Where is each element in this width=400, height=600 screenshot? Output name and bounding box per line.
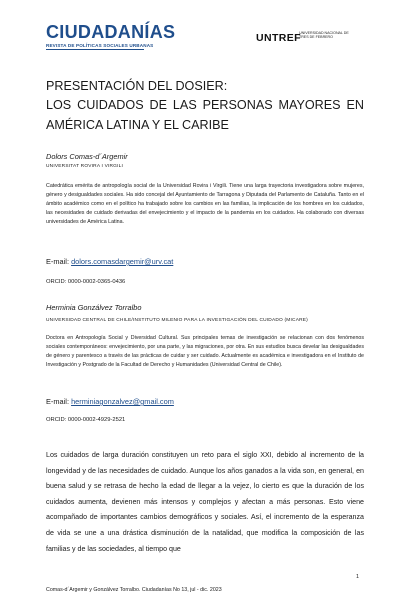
author-email-row-2 bbox=[46, 397, 174, 406]
author-email-link-1[interactable]: dolors.comasdargemir@urv.cat bbox=[71, 257, 174, 266]
author-name-1: Dolors Comas-d´Argemir bbox=[46, 152, 128, 161]
author-orcid-1: ORCID: 0000-0002-0365-0436 bbox=[46, 279, 126, 285]
title-line-1: PRESENTACIÓN DEL DOSIER: bbox=[46, 79, 228, 93]
title-line-2: LOS CUIDADOS DE LAS PERSONAS MAYORES EN bbox=[46, 98, 364, 112]
page-number: 1 bbox=[356, 574, 360, 580]
email-label: E-mail: bbox=[46, 397, 69, 406]
body-paragraph: Los cuidados de larga duración constituyen un reto para el siglo XXI, debido al incremento de la longevidad y de las necesidades de cuidado. Aunque los años ganados a la vida son, en general, en buena salud y se retrasa de hecho la edad de llegar a la vejez, lo cierto es que la duración de los cuidados aumenta, devienen más intensos y complejos y afectan a más personas. Esto viene acompañado de importantes cambios demográficos y sociales. Así, el incremento de la esperanza de vida se une a una drástica disminución de la natalidad, que modifica la composición de las familias y de las sociedades, al tiempo que bbox=[46, 451, 364, 553]
author-email-link-2[interactable]: herminiagonzalvez@gmail.com bbox=[71, 397, 174, 406]
title-line-3: AMÉRICA LATINA Y EL CARIBE bbox=[46, 118, 229, 132]
untref-tagline: UNIVERSIDAD NACIONAL DE TRES DE FEBRERO bbox=[299, 31, 349, 40]
ciudadanias-tagline: REVISTA DE POLÍTICAS SOCIALES URBANAS bbox=[46, 43, 154, 48]
author-bio-2: Doctora en Antropología Social y Diversidad Cultural. Sus principales temas de investigación se relacionan con dos fenómenos sociales contemporáneos: envejecimiento, por una parte, y las migraciones, por otra. En sus estudios busca develar las desigualdades de género y parentesco a través de las prácticas de cuidar y ser cuidado. Actualmente es académica e investigadora en el Instituto de Investigación y Postgrado de la Facultad de Derecho y Humanidades (Universidad Central de Chile). bbox=[46, 335, 364, 369]
author-bio-1: Catedrática emérita de antropología social de la Universidad Rovira i Virgili. Tiene una larga trayectoria investigadora sobre mujeres, género y desigualdades sociales. Ha sido concejal del Ayuntamiento de Tarragona y Diputada del Parlamento de Cataluña. Tanto en el ámbito académico como en el político ha trabajado sobre los cambios en las familias, la implicación de los hombres en los cuidados, las necesidades de cuidado derivadas del envejecimiento y el impacto de la pandemia en los cuidados. Ha colaborado con diversas universidades de América Latina. bbox=[46, 183, 364, 226]
author-affiliation-2: UNIVERSIDAD CENTRAL DE CHILE/INSTITUTO MILENIO PARA LA INVESTIGACIÓN DEL CUIDADO (MICARE) bbox=[46, 318, 308, 323]
ciudadanias-logo: CIUDADANÍAS bbox=[46, 22, 176, 42]
author-affiliation-1: UNIVERSITAT ROVIRA I VIRGILI bbox=[46, 164, 124, 169]
author-orcid-2: ORCID: 0000-0002-4929-2521 bbox=[46, 417, 126, 423]
author-email-row-1 bbox=[46, 257, 173, 266]
footer-citation: Comas-d´Argemir y Gonzálvez Torralbo. Ciudadanías No 13, jul - dic. 2023 bbox=[46, 587, 222, 593]
untref-logo: UNTREF bbox=[256, 32, 301, 44]
email-label: E-mail: bbox=[46, 257, 69, 266]
header-rule bbox=[46, 49, 144, 50]
author-name-2: Herminia Gonzálvez Torralbo bbox=[46, 303, 142, 312]
